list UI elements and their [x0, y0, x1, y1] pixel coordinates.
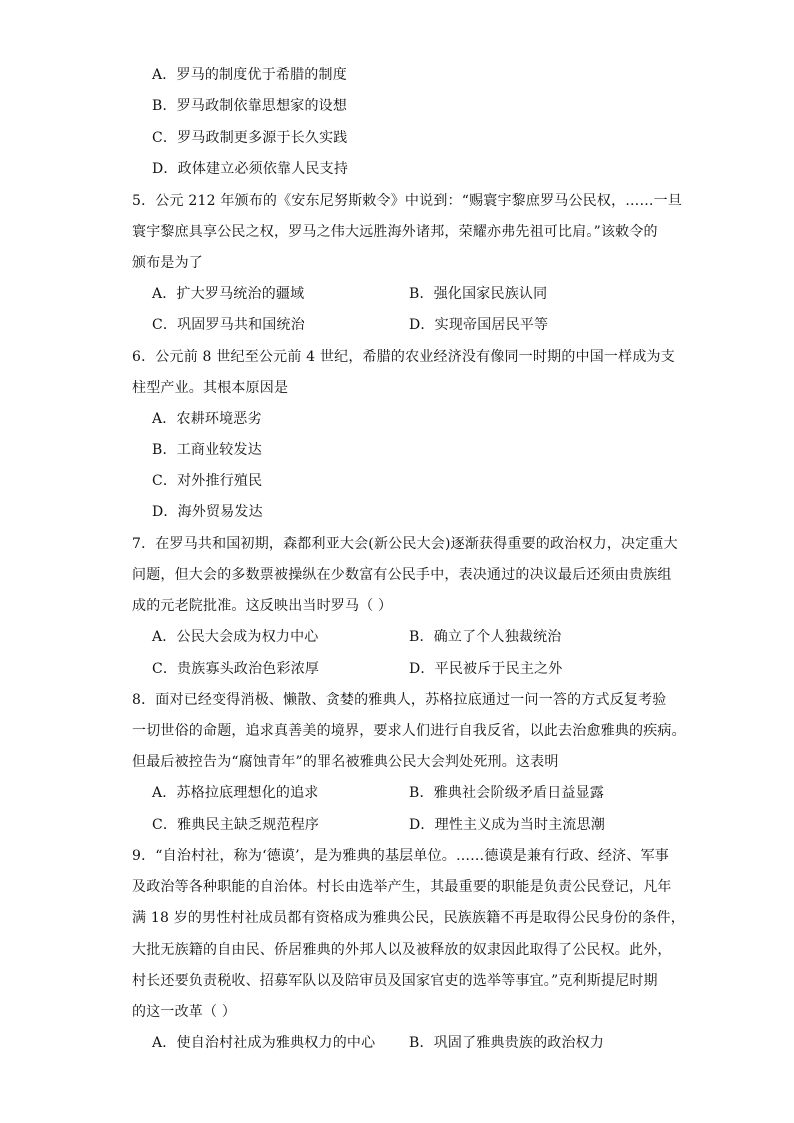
q5-stem-line-2: 寰宇黎庶具享公民之权，罗马之伟大远胜海外诸邦，荣耀亦弗先祖可比肩。”该敕令的	[132, 224, 658, 240]
q8-option-c: C．雅典民主缺乏规范程序	[152, 817, 320, 833]
q4-option-c: C．罗马政制更多源于长久实践	[152, 130, 348, 146]
q7-option-d: D．平民被斥于民主之外	[409, 661, 563, 677]
q7-option-a: A．公民大会成为权力中心	[152, 629, 319, 645]
q5-stem-line-3: 颁布是为了	[132, 255, 203, 271]
q6-option-d: D．海外贸易发达	[152, 504, 263, 520]
q9-option-a: A．使自治村社成为雅典权力的中心	[152, 1035, 376, 1051]
q7-option-b: B．确立了个人独裁统治	[409, 629, 562, 645]
q6-stem-line-1: 6．公元前 8 世纪至公元前 4 世纪，希腊的农业经济没有像同一时期的中国一样成为支	[132, 349, 675, 365]
q8-stem-line-2: 一切世俗的命题，追求真善美的境界，要求人们进行自我反省，以此去治愈雅典的疾病。	[132, 723, 686, 739]
q9-stem-line-4: 大批无族籍的自由民、侨居雅典的外邦人以及被释放的奴隶因此取得了公民权。此外，	[132, 942, 672, 958]
q9-stem-line-6: 的这一改革（ ）	[132, 1004, 237, 1020]
q6-option-b: B．工商业较发达	[152, 442, 262, 458]
q8-stem-line-1: 8．面对已经变得消极、懒散、贪婪的雅典人，苏格拉底通过一问一答的方式反复考验	[132, 692, 667, 708]
q9-stem-line-2: 及政治等各种职能的自治体。村长由选举产生，其最重要的职能是负责公民登记，凡年	[132, 879, 672, 895]
q4-option-a: A．罗马的制度优于希腊的制度	[152, 67, 347, 83]
q5-option-a: A．扩大罗马统治的疆域	[152, 286, 305, 302]
q5-option-c: C．巩固罗马共和国统治	[152, 317, 305, 333]
q6-stem-line-2: 柱型产业。其根本原因是	[132, 380, 289, 396]
q4-option-b: B．罗马政制依靠思想家的设想	[152, 98, 348, 114]
q8-option-a: A．苏格拉底理想化的追求	[152, 785, 319, 801]
q7-option-c: C．贵族寡头政治色彩浓厚	[152, 661, 320, 677]
q5-option-d: D．实现帝国居民平等	[409, 317, 549, 333]
q9-stem-line-5: 村长还要负责税收、招募军队以及陪审员及国家官吏的选举等事宜。”克利斯提尼时期	[132, 973, 658, 989]
q9-option-b: B．巩固了雅典贵族的政治权力	[409, 1035, 605, 1051]
q5-option-b: B．强化国家民族认同	[409, 286, 548, 302]
q8-option-b: B．雅典社会阶级矛盾日益显露	[409, 785, 605, 801]
q7-stem-line-1: 7．在罗马共和国初期，森都利亚大会(新公民大会)逐渐获得重要的政治权力，决定重大	[132, 536, 678, 552]
q6-option-a: A．农耕环境恶劣	[152, 411, 262, 427]
q7-stem-line-2: 问题，但大会的多数票被操纵在少数富有公民手中，表决通过的决议最后还须由贵族组	[132, 567, 672, 583]
q8-option-d: D．理性主义成为当时主流思潮	[409, 817, 606, 833]
q5-stem-line-1: 5．公元 212 年颁布的《安东尼努斯敕令》中说到：“赐寰宇黎庶罗马公民权，……一旦	[132, 193, 683, 209]
q9-stem-line-3: 满 18 岁的男性村社成员都有资格成为雅典公民，民族族籍不再是取得公民身份的条件，	[132, 910, 685, 926]
q7-stem-line-3: 成的元老院批准。这反映出当时罗马（ ）	[132, 598, 393, 614]
q9-stem-line-1: 9．“自治村社，称为‘德谟’，是为雅典的基层单位。……德谟是兼有行政、经济、军事	[132, 848, 669, 864]
q4-option-d: D．政体建立必须依靠人民支持	[152, 161, 349, 177]
q8-stem-line-3: 但最后被控告为“腐蚀青年”的罪名被雅典公民大会判处死刑。这表明	[132, 754, 559, 770]
q6-option-c: C．对外推行殖民	[152, 473, 263, 489]
